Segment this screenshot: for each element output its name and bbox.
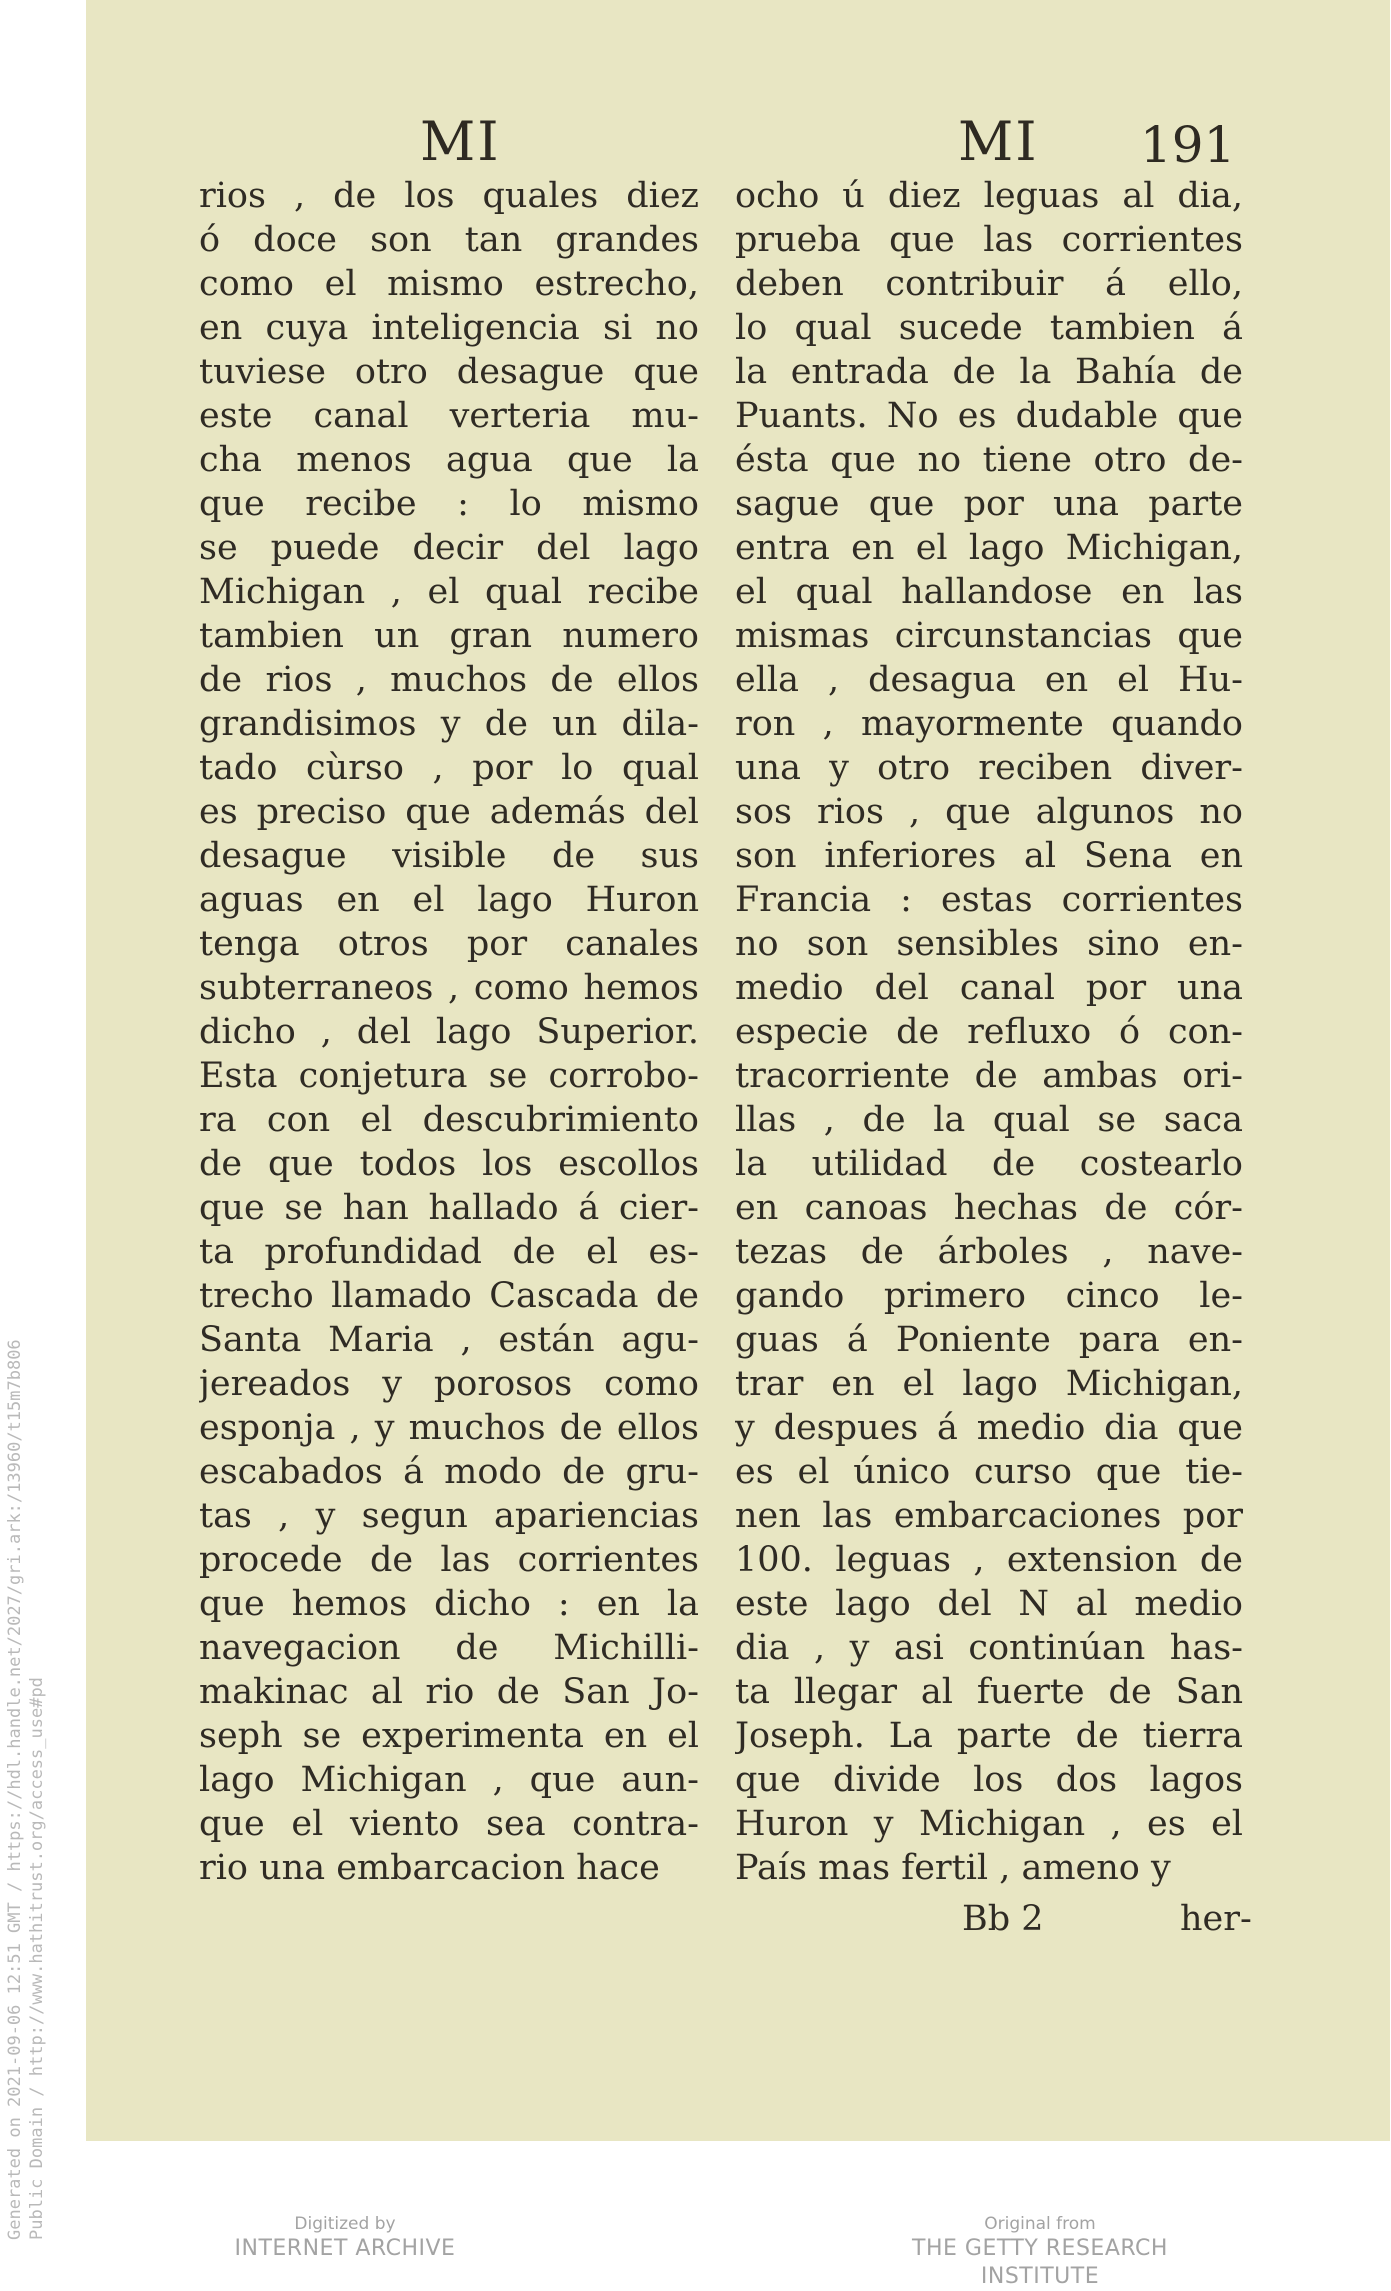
- text-line: Huron y Michigan , es el: [735, 1804, 1243, 1844]
- stamp-line-2: Public Domain / http://www.hathitrust.org/access_use#pd: [27, 1677, 47, 2240]
- text-line: navegacion de Michilli-: [199, 1628, 699, 1668]
- text-line: ésta que no tiene otro de-: [735, 440, 1243, 480]
- text-line: Joseph. La parte de tierra: [735, 1716, 1243, 1756]
- generation-stamp: [4, 1339, 48, 2240]
- text-line: jereados y porosos como: [199, 1364, 699, 1404]
- page-number: 191: [1140, 116, 1236, 174]
- text-line: makinac al rio de San Jo-: [199, 1672, 699, 1712]
- text-line: trecho llamado Cascada de: [199, 1276, 699, 1316]
- text-line: ó doce son tan grandes: [199, 220, 699, 260]
- text-line: el qual hallandose en las: [735, 572, 1243, 612]
- signature-mark: Bb 2: [962, 1899, 1044, 1939]
- text-line: trar en el lago Michigan,: [735, 1364, 1243, 1404]
- text-line: lo qual sucede tambien á: [735, 308, 1243, 348]
- text-line: tezas de árboles , nave-: [735, 1232, 1243, 1272]
- right-text-column: [735, 174, 1243, 1890]
- text-line: sague que por una parte: [735, 484, 1243, 524]
- text-line: este canal verteria mu-: [199, 396, 699, 436]
- text-line: rios , de los quales diez: [199, 176, 699, 216]
- running-head-right: MI: [958, 110, 1039, 173]
- text-line: tambien un gran numero: [199, 616, 699, 656]
- digitized-by-credit: [230, 2213, 460, 2263]
- running-head-left: MI: [420, 110, 501, 173]
- text-line: Santa Maria , están agu-: [199, 1320, 699, 1360]
- text-line: este lago del N al medio: [735, 1584, 1243, 1624]
- text-line: procede de las corrientes: [199, 1540, 699, 1580]
- text-line: que hemos dicho : en la: [199, 1584, 699, 1624]
- text-line: que el viento sea contra-: [199, 1804, 699, 1844]
- text-line: entra en el lago Michigan,: [735, 528, 1243, 568]
- text-line: tas , y segun apariencias: [199, 1496, 699, 1536]
- text-line: dicho , del lago Superior.: [199, 1012, 699, 1052]
- digitized-by-label: Digitized by: [294, 2214, 396, 2234]
- text-line: tracorriente de ambas ori-: [735, 1056, 1243, 1096]
- text-line: escabados á modo de gru-: [199, 1452, 699, 1492]
- text-line: ra con el descubrimiento: [199, 1100, 699, 1140]
- catchword: her-: [1180, 1899, 1252, 1939]
- text-line: especie de refluxo ó con-: [735, 1012, 1243, 1052]
- text-line: ella , desagua en el Hu-: [735, 660, 1243, 700]
- text-line: esponja , y muchos de ellos: [199, 1408, 699, 1448]
- text-line: deben contribuir á ello,: [735, 264, 1243, 304]
- text-line: Esta conjetura se corrobo-: [199, 1056, 699, 1096]
- text-line: no son sensibles sino en-: [735, 924, 1243, 964]
- text-line: Michigan , el qual recibe: [199, 572, 699, 612]
- text-line: subterraneos , como hemos: [199, 968, 699, 1008]
- text-line: es el único curso que tie-: [735, 1452, 1243, 1492]
- text-line: mismas circunstancias que: [735, 616, 1243, 656]
- text-line: cha menos agua que la: [199, 440, 699, 480]
- text-line: en cuya inteligencia si no: [199, 308, 699, 348]
- internet-archive-label: INTERNET ARCHIVE: [234, 2236, 456, 2261]
- text-line: lago Michigan , que aun-: [199, 1760, 699, 1800]
- text-line: grandisimos y de un dila-: [199, 704, 699, 744]
- text-line: ron , mayormente quando: [735, 704, 1243, 744]
- text-line: nen las embarcaciones por: [735, 1496, 1243, 1536]
- text-line: prueba que las corrientes: [735, 220, 1243, 260]
- text-line: ta llegar al fuerte de San: [735, 1672, 1243, 1712]
- text-line: y despues á medio dia que: [735, 1408, 1243, 1448]
- text-line: aguas en el lago Huron: [199, 880, 699, 920]
- text-line: País mas fertil , ameno y: [735, 1848, 1171, 1888]
- text-line: que se han hallado á cier-: [199, 1188, 699, 1228]
- text-line: la entrada de la Bahía de: [735, 352, 1243, 392]
- text-line: tuviese otro desague que: [199, 352, 699, 392]
- text-line: guas á Poniente para en-: [735, 1320, 1243, 1360]
- text-line: de rios , muchos de ellos: [199, 660, 699, 700]
- text-line: seph se experimenta en el: [199, 1716, 699, 1756]
- text-line: ta profundidad de el es-: [199, 1232, 699, 1272]
- text-line: es preciso que además del: [199, 792, 699, 832]
- text-line: se puede decir del lago: [199, 528, 699, 568]
- text-line: como el mismo estrecho,: [199, 264, 699, 304]
- text-line: rio una embarcacion hace: [199, 1848, 660, 1888]
- text-line: ocho ú diez leguas al dia,: [735, 176, 1243, 216]
- text-line: dia , y asi continúan has-: [735, 1628, 1243, 1668]
- text-line: en canoas hechas de cór-: [735, 1188, 1243, 1228]
- text-line: desague visible de sus: [199, 836, 699, 876]
- text-line: Puants. No es dudable que: [735, 396, 1243, 436]
- text-line: una y otro reciben diver-: [735, 748, 1243, 788]
- text-line: que divide los dos lagos: [735, 1760, 1243, 1800]
- original-from-label: Original from: [984, 2214, 1096, 2234]
- text-line: son inferiores al Sena en: [735, 836, 1243, 876]
- text-line: llas , de la qual se saca: [735, 1100, 1243, 1140]
- stamp-line-1: Generated on 2021-09-06 12:51 GMT / https://hdl.handle.net/2027/gri.ark:/13960/t15m7b806: [5, 1339, 25, 2240]
- text-line: gando primero cinco le-: [735, 1276, 1243, 1316]
- text-line: sos rios , que algunos no: [735, 792, 1243, 832]
- text-line: tado cùrso , por lo qual: [199, 748, 699, 788]
- getty-institute-label: THE GETTY RESEARCH INSTITUTE: [912, 2236, 1168, 2289]
- text-line: Francia : estas corrientes: [735, 880, 1243, 920]
- original-from-credit: [850, 2213, 1230, 2291]
- text-line: que recibe : lo mismo: [199, 484, 699, 524]
- text-line: 100. leguas , extension de: [735, 1540, 1243, 1580]
- text-line: medio del canal por una: [735, 968, 1243, 1008]
- text-line: la utilidad de costearlo: [735, 1144, 1243, 1184]
- text-line: de que todos los escollos: [199, 1144, 699, 1184]
- text-line: tenga otros por canales: [199, 924, 699, 964]
- left-text-column: [199, 174, 699, 1890]
